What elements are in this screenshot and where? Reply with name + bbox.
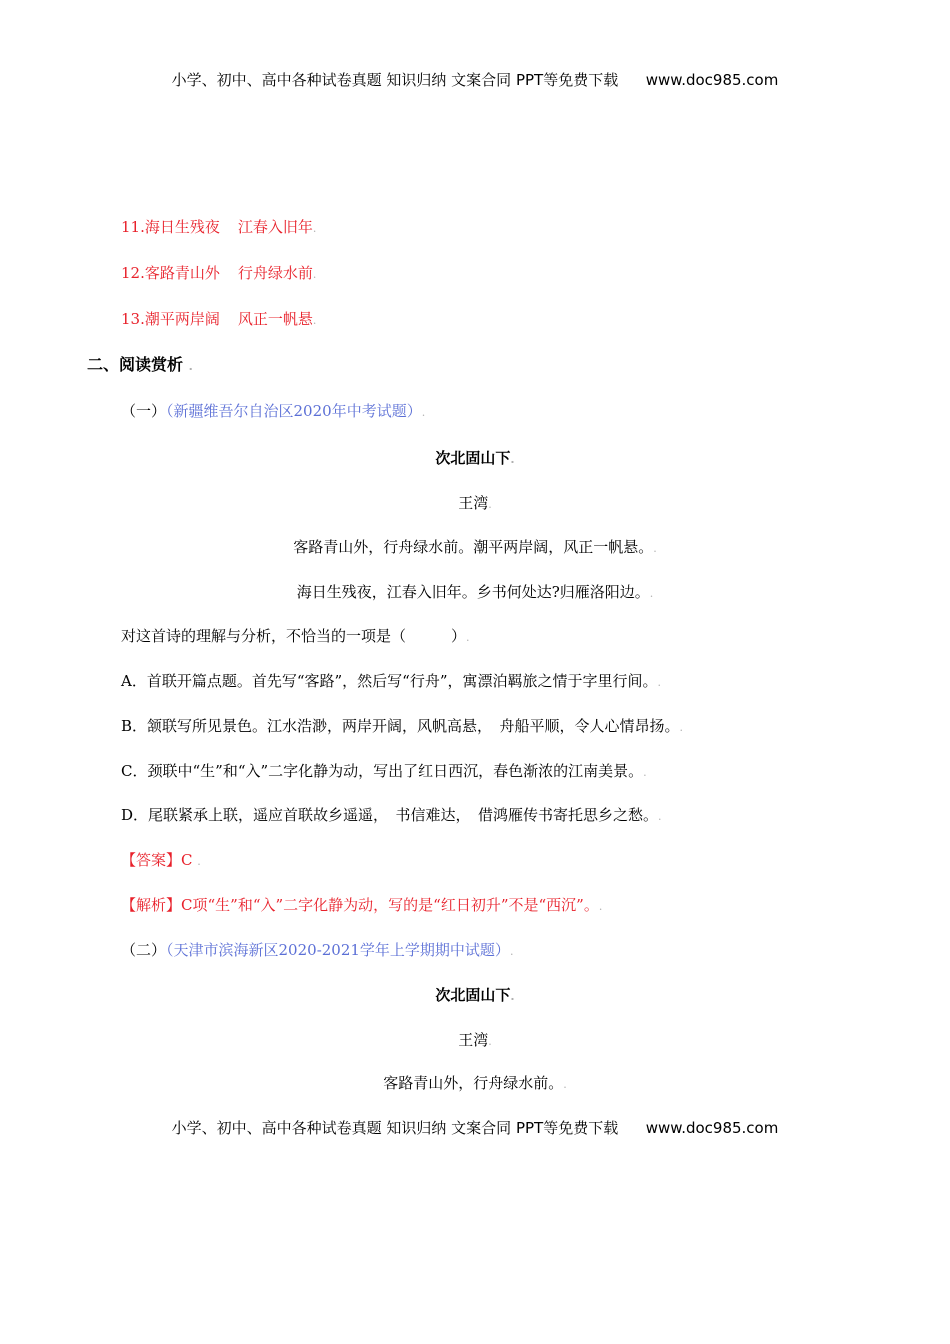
- line-number: 11.: [121, 218, 145, 236]
- part2-source: （天津市滨海新区2020-2021学年上学期期中试题）: [166, 941, 510, 959]
- option-b: B．颔联写所见景色。江水浩渺，两岸开阔，风帆高悬， 舟船平顺，令人心情昂扬。.: [121, 717, 684, 735]
- analysis-line: 【解析】C项“生”和“入”二字化静为动，写的是“红日初升”不是“西沉”。.: [121, 896, 603, 914]
- option-d: D．尾联紧承上联，遥应首联故乡遥遥， 书信难达， 借鸿雁传书寄托思乡之愁。.: [121, 806, 662, 824]
- part2-heading: （二）（天津市滨海新区2020-2021学年上学期期中试题）.: [121, 941, 514, 959]
- part2-poem-title: 次北固山下.: [435, 986, 515, 1004]
- header-url[interactable]: www.doc985.com: [645, 71, 779, 89]
- page-header: [0, 70, 950, 90]
- option-c: C．颈联中“生”和“入”二字化静为动，写出了红日西沉，春色渐浓的江南美景。.: [121, 762, 647, 780]
- line-part-a: 海日生残夜: [144, 218, 220, 236]
- line-part-a: 客路青山外: [144, 264, 220, 282]
- part1-heading: （一）（新疆维吾尔自治区2020年中考试题）.: [121, 402, 426, 420]
- answer-line: 【答案】C .: [121, 851, 201, 869]
- part1-poem-title: 次北固山下.: [435, 449, 515, 467]
- part2-author: 王湾.: [458, 1031, 492, 1049]
- line-part-b: 江春入旧年: [237, 218, 313, 236]
- part1-poem-line2: 海日生残夜，江春入旧年。乡书何处达?归雁洛阳边。.: [296, 583, 654, 601]
- question-text: 对这首诗的理解与分析，不恰当的一项是（ ）.: [121, 627, 470, 645]
- line-part-a: 潮平两岸阔: [144, 310, 220, 328]
- line-number: 13.: [121, 310, 145, 328]
- part2-label: （二）: [121, 941, 167, 959]
- line-part-b: 风正一帆悬: [237, 310, 313, 328]
- line-part-b: 行舟绿水前: [237, 264, 313, 282]
- answer-line-12: 12.客路青山外 行舟绿水前.: [121, 264, 317, 282]
- line-number: 12.: [121, 264, 145, 282]
- part1-label: （一）: [121, 402, 167, 420]
- part1-poem-line1: 客路青山外，行舟绿水前。潮平两岸阔，风正一帆悬。.: [293, 538, 657, 556]
- analysis-text: C项“生”和“入”二字化静为动，写的是“红日初升”不是“西沉”。: [181, 896, 599, 914]
- part1-author: 王湾.: [458, 494, 492, 512]
- answer-value: C: [181, 851, 193, 869]
- part2-poem-line1: 客路青山外，行舟绿水前。.: [383, 1074, 567, 1092]
- answer-line-13: 13.潮平两岸阔 风正一帆悬.: [121, 310, 317, 328]
- header-text: 小学、初中、高中各种试卷真题 知识归纳 文案合同 PPT等免费下载: [171, 71, 619, 89]
- answer-line-11: 11.海日生残夜 江春入旧年.: [121, 218, 317, 236]
- answer-label: 【答案】: [121, 851, 182, 869]
- analysis-label: 【解析】: [121, 896, 182, 914]
- section-title: 二、阅读赏析 .: [87, 355, 193, 374]
- part1-source: （新疆维吾尔自治区2020年中考试题）: [166, 402, 422, 420]
- footer-url[interactable]: www.doc985.com: [645, 1119, 779, 1137]
- option-a: A．首联开篇点题。首先写“客路”，然后写“行舟”，寓漂泊羁旅之情于字里行间。.: [121, 672, 662, 690]
- page-footer: [0, 1118, 950, 1138]
- footer-text: 小学、初中、高中各种试卷真题 知识归纳 文案合同 PPT等免费下载: [171, 1119, 619, 1137]
